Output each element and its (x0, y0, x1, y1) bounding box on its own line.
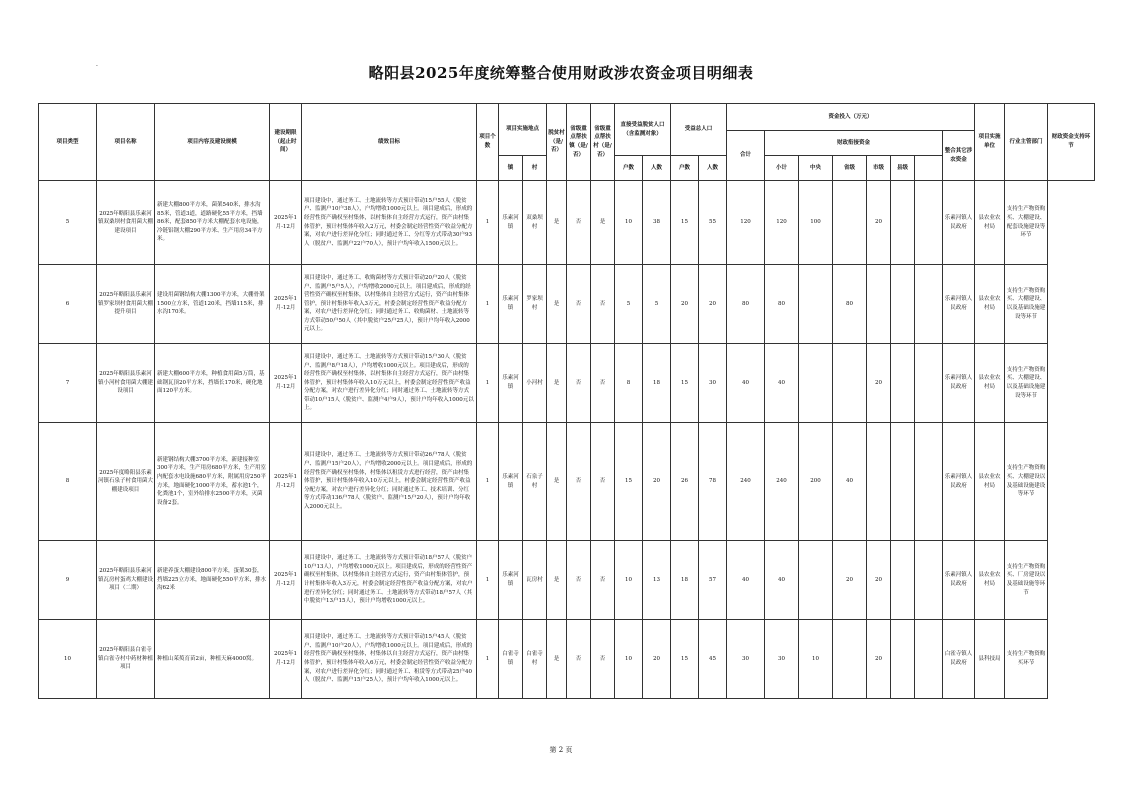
cell-content: 新建大棚600平方米，种植食用菌5万筒，基础钢瓦顶20平方米，挡墙长170米，硬化地面120平方米。 (155, 344, 270, 423)
cell-key-town: 否 (567, 265, 591, 344)
cell-central: 200 (799, 423, 833, 541)
cell-poor-village: 是 (547, 181, 567, 265)
cell-poor-village: 是 (547, 541, 567, 620)
cell-type: 6 (39, 265, 97, 344)
cell-village: 瓦房村 (523, 541, 547, 620)
corner-mark: · (96, 63, 98, 70)
cell-key-village: 否 (591, 265, 615, 344)
header-total-households: 户数 (671, 156, 699, 181)
header-other: 整合其它涉农资金 (943, 131, 975, 181)
cell-other (915, 181, 943, 265)
cell-subtotal: 40 (765, 344, 799, 423)
header-direct-benefit: 直接受益脱贫人口（含监测对象） (615, 104, 671, 156)
cell-dept: 县农业农村局 (975, 344, 1005, 423)
cell-poor-village: 是 (547, 344, 567, 423)
cell-total: 120 (727, 181, 765, 265)
cell-central: 10 (799, 620, 833, 699)
table-row (39, 541, 1095, 620)
cell-type: 10 (39, 620, 97, 699)
cell-subtotal: 120 (765, 181, 799, 265)
table-row (39, 423, 1095, 541)
cell-key-village: 是 (591, 181, 615, 265)
page-title: 略阳县2025年度统筹整合使用财政涉农资金项目明细表 (368, 64, 754, 82)
cell-unit: 乐素河镇人民政府 (943, 265, 975, 344)
cell-town: 乐素河镇 (499, 541, 523, 620)
cell-type: 7 (39, 344, 97, 423)
table-row (39, 344, 1095, 423)
cell-total-persons: 57 (699, 541, 727, 620)
cell-support: 支持生产物资购买、厂房建设以及基础设施等环节 (1005, 541, 1048, 620)
table-row (39, 620, 1095, 699)
cell-period: 2025年1月-12月 (270, 265, 302, 344)
cell-dept: 县农业农村局 (975, 423, 1005, 541)
cell-period: 2025年1月-12月 (270, 541, 302, 620)
cell-total-persons: 78 (699, 423, 727, 541)
header-count: 项目个数 (477, 104, 499, 181)
cell-village: 双桑坝村 (523, 181, 547, 265)
cell-city: 20 (867, 344, 891, 423)
cell-village: 白雀寺村 (523, 620, 547, 699)
cell-name: 2025年略阳县乐素河镇瓦房村蛋鸡大棚建设项目（二期） (97, 541, 155, 620)
cell-total-households: 18 (671, 541, 699, 620)
cell-count: 1 (477, 265, 499, 344)
cell-support: 支持生产物资购买、大棚建设、以及基础设施建设等环节 (1005, 265, 1048, 344)
cell-central: 100 (799, 181, 833, 265)
cell-subtotal: 80 (765, 265, 799, 344)
header-dept: 行业主管部门 (1005, 104, 1048, 181)
header-county: 县级 (891, 156, 915, 181)
cell-town: 白雀寺镇 (499, 620, 523, 699)
cell-city: 20 (867, 541, 891, 620)
cell-county (891, 181, 915, 265)
header-poor-village: 脱贫村（是/否） (547, 104, 567, 181)
cell-town: 乐素河镇 (499, 344, 523, 423)
cell-central (799, 344, 833, 423)
cell-key-village: 否 (591, 344, 615, 423)
cell-support: 支持生产物资购买环节 (1005, 620, 1048, 699)
header-fiscal: 财政衔接资金 (765, 131, 943, 156)
cell-other (915, 344, 943, 423)
cell-province: 20 (833, 541, 867, 620)
header-unit: 项目实施单位 (975, 104, 1005, 181)
cell-type: 5 (39, 181, 97, 265)
header-key-town: 省级重点帮扶镇（是/否） (567, 104, 591, 181)
header-total-persons: 人数 (699, 156, 727, 181)
cell-total-persons: 45 (699, 620, 727, 699)
cell-county (891, 620, 915, 699)
cell-count: 1 (477, 541, 499, 620)
cell-province (833, 181, 867, 265)
cell-key-town: 否 (567, 181, 591, 265)
cell-subtotal: 40 (765, 541, 799, 620)
cell-content: 建设用菌钢结构大棚1300平方米，大棚骨架1500立方米，管道120米，挡墙115米，排水沟170米。 (155, 265, 270, 344)
cell-key-town: 否 (567, 620, 591, 699)
cell-county (891, 265, 915, 344)
cell-unit: 乐素河镇人民政府 (943, 344, 975, 423)
cell-key-town: 否 (567, 541, 591, 620)
cell-content: 新建大棚800平方米，菌架540米，排水沟85米，管道3道，道路硬化55平方米，挡墙86米，配套850平方米大棚配套水电设施，冷链铝钢大棚290平方米、生产用房34平方米。 (155, 181, 270, 265)
cell-county (891, 423, 915, 541)
cell-direct-persons: 20 (643, 620, 671, 699)
cell-central (799, 541, 833, 620)
cell-unit: 乐素河镇人民政府 (943, 423, 975, 541)
cell-direct-households: 10 (615, 620, 643, 699)
project-table (38, 103, 1095, 699)
cell-direct-persons: 5 (643, 265, 671, 344)
cell-name: 2025年略阳县乐素河镇双桑坝村食用菌大棚建设项目 (97, 181, 155, 265)
cell-goal: 项目建设中，通过务工、土地流转等方式预计带动26户78人（脱贫户、监测户15户20人），户均增收2000元以上。项目建成后，形成的经营性资产确权至村集体，村集体以租赁方式进行经营，资产由村集体管护，预计村集体年收入10万元以上，村委会制定经营性资产收益分配方案，对农户进行差异化分红；同时通过务工、技术培训、分红等方式带动136户78人（脱贫户、监测户15户20人），预计户均年收入2000元以上。 (302, 423, 477, 541)
cell-count: 1 (477, 620, 499, 699)
cell-total: 80 (727, 265, 765, 344)
header-key-village: 省级重点帮扶村（是/否） (591, 104, 615, 181)
cell-period: 2025年1月-12月 (270, 620, 302, 699)
cell-period: 2025年1月-12月 (270, 181, 302, 265)
cell-direct-households: 10 (615, 541, 643, 620)
header-direct-households: 户数 (615, 156, 643, 181)
header-central: 中央 (799, 156, 833, 181)
cell-direct-persons: 13 (643, 541, 671, 620)
cell-content: 新建钢结构大棚3700平方米，新建接种室300平方米，生产用房680平方米，生产用室内配套水电设施680平方米，附属用房250平方米，地面硬化1000平方米，蓄水池1个，化粪池1个，室外给排水2500平方米，灭菌设备2套。 (155, 423, 270, 541)
cell-goal: 项目建设中，通过务工、土地流转等方式预计带动15户45人（脱贫户、监测户10户20人），户均增收1000元以上。项目建成后，形成的经营性资产确权至村集体，村集体以自主经营方式运行，资产由村集体管护，预计村集体年收入6万元，村委会制定经营性资产收益分配方案，对农户进行差异化分红；同时通过务工、租赁等方式带动25户40人（脱贫户、监测户15户25人），预计户均年收入1000元以上。 (302, 620, 477, 699)
header-project-name: 项目名称 (97, 104, 155, 181)
cell-goal: 项目建设中，通过务工、土地流转等方式预计带动18户57人（脱贫户10户13人），户均增收1000元以上。项目建成后，形成的经营性资产确权至村集体，以村集体自主经营方式运行，资产由村集体管护，预计村集体年收入3万元，村委会制定经营性资产收益分配方案，对农户进行差异化分红；同时通过务工、土地流转等方式带动18户57人（其中脱贫户13户15人），预计户均增收1000元以上。 (302, 541, 477, 620)
cell-province (833, 344, 867, 423)
cell-town: 乐素河镇 (499, 423, 523, 541)
cell-count: 1 (477, 181, 499, 265)
cell-name: 2025年略阳县乐素河镇罗家坝村食用菌大棚提升项目 (97, 265, 155, 344)
cell-direct-households: 5 (615, 265, 643, 344)
cell-count: 1 (477, 344, 499, 423)
cell-town: 乐素河镇 (499, 181, 523, 265)
cell-total-persons: 55 (699, 181, 727, 265)
cell-city: 20 (867, 620, 891, 699)
cell-goal: 项目建设中，通过务工、土地流转等方式预计带动15户55人（脱贫户、监测户10户38人），户均增收1000元以上。项目建成后，形成的经营性资产确权至村集体，以村集体自主经营方式运行，资产由村集体管护，预计村集体年收入2万元，村委会制定经营性资产收益分配方案，对农户进行差异化分红；同时通过务工、分红等方式带动30户93人（脱贫户、监测户22户70人），预计户均年收入1500元以上。 (302, 181, 477, 265)
cell-village: 小河村 (523, 344, 547, 423)
cell-total: 240 (727, 423, 765, 541)
cell-city (867, 423, 891, 541)
cell-goal: 项目建设中，通过务工、收购菌材等方式预计带动20户20人（脱贫户、监测户5户5人），户均增收2000元以上。项目建成后，形成的经营性资产确权至村集体，以村集体自主经营方式运行，资产由村集体管护，预计村集体年收入3万元，村委会制定经营性资产收益分配方案，对农户进行差异化分红；同时通过务工、收购菌材、土地流转等方式带动50户50人（其中脱贫户25户25人），预计户均年收入2000元以上。 (302, 265, 477, 344)
cell-city: 20 (867, 181, 891, 265)
header-city: 市级 (867, 156, 891, 181)
cell-subtotal: 30 (765, 620, 799, 699)
header-total: 合计 (727, 131, 765, 181)
header-period: 建设期限（起止时间） (270, 104, 302, 181)
cell-dept: 县农业农村局 (975, 265, 1005, 344)
cell-total-households: 15 (671, 344, 699, 423)
cell-name: 2025年略阳县乐素河镇小河村食用菌大棚建设项目 (97, 344, 155, 423)
cell-central (799, 265, 833, 344)
cell-direct-households: 15 (615, 423, 643, 541)
cell-count: 1 (477, 423, 499, 541)
cell-county (891, 541, 915, 620)
cell-province: 40 (833, 423, 867, 541)
header-village: 村 (523, 156, 547, 181)
cell-support: 支持生产物资购买、大棚建设、以及基础设施建设等环节 (1005, 344, 1048, 423)
cell-total: 40 (727, 541, 765, 620)
cell-total-persons: 30 (699, 344, 727, 423)
header-subtotal: 小计 (765, 156, 799, 181)
cell-support: 支持生产物资购买、大棚建设以及基础设施建设等环节 (1005, 423, 1048, 541)
cell-key-town: 否 (567, 423, 591, 541)
cell-other (915, 620, 943, 699)
cell-total-persons: 20 (699, 265, 727, 344)
cell-other (915, 265, 943, 344)
cell-key-village: 否 (591, 423, 615, 541)
cell-key-town: 否 (567, 344, 591, 423)
cell-dept: 县农业农村局 (975, 181, 1005, 265)
header-support: 财政资金支持环节 (1048, 104, 1095, 181)
header-location: 项目实施地点 (499, 104, 547, 156)
cell-total-households: 15 (671, 181, 699, 265)
cell-direct-persons: 20 (643, 423, 671, 541)
cell-county (891, 344, 915, 423)
cell-key-village: 否 (591, 620, 615, 699)
cell-name: 2025年略阳县白雀寺镇白雀寺村中药材种植项目 (97, 620, 155, 699)
cell-village: 石泉子村 (523, 423, 547, 541)
cell-total-households: 26 (671, 423, 699, 541)
cell-content: 种植山茱萸育苗2亩，种植天麻4000窝。 (155, 620, 270, 699)
cell-subtotal: 240 (765, 423, 799, 541)
cell-city (867, 265, 891, 344)
table-row (39, 265, 1095, 344)
cell-content: 新建养蛋大棚建设800平方米，蛋架30套，挡墙225立方米，地面硬化550平方米，排水沟62米 (155, 541, 270, 620)
cell-total: 30 (727, 620, 765, 699)
cell-type: 9 (39, 541, 97, 620)
cell-province: 80 (833, 265, 867, 344)
cell-unit: 乐素河镇人民政府 (943, 181, 975, 265)
page-number: 第 2 页 (549, 746, 573, 754)
cell-total: 40 (727, 344, 765, 423)
header-content: 项目内容及建设规模 (155, 104, 270, 181)
cell-poor-village: 是 (547, 265, 567, 344)
header-province: 省级 (833, 156, 867, 181)
cell-goal: 项目建设中，通过务工、土地流转等方式预计带动15户30人（脱贫户、监测户8户18人），户均增收1000元以上。项目建成后，形成的经营性资产确权至村集体，以村集体自主经营方式运行，资产由村集体管护，预计村集体年收入10万元以上，村委会制定经营性资产收益分配方案，对农户进行差异化分红；同时通过务工、土地流转等方式带动10户15人（脱贫户、监测户4户9人），预计户均年收入1000元以上。 (302, 344, 477, 423)
cell-total-households: 20 (671, 265, 699, 344)
cell-poor-village: 是 (547, 423, 567, 541)
cell-town: 乐素河镇 (499, 265, 523, 344)
cell-village: 罗家坝村 (523, 265, 547, 344)
cell-dept: 县科技局 (975, 620, 1005, 699)
cell-direct-persons: 38 (643, 181, 671, 265)
header-goal: 绩效目标 (302, 104, 477, 181)
cell-period: 2025年1月-12月 (270, 344, 302, 423)
cell-type: 8 (39, 423, 97, 541)
header-funds: 资金投入（万元） (727, 104, 975, 131)
cell-unit: 乐素河镇人民政府 (943, 541, 975, 620)
header-direct-persons: 人数 (643, 156, 671, 181)
header-total-benefit: 受益总人口 (671, 104, 727, 156)
cell-support: 支持生产物资购买、大棚建设、配套设施建设等环节 (1005, 181, 1048, 265)
cell-dept: 县农业农村局 (975, 541, 1005, 620)
cell-province (833, 620, 867, 699)
cell-name: 2025年度略阳县乐素河镇石泉子村食用菌大棚建设项目 (97, 423, 155, 541)
cell-direct-persons: 18 (643, 344, 671, 423)
cell-other (915, 541, 943, 620)
cell-key-village: 否 (591, 541, 615, 620)
cell-other (915, 423, 943, 541)
cell-direct-households: 8 (615, 344, 643, 423)
cell-unit: 白雀寺镇人民政府 (943, 620, 975, 699)
table-row (39, 181, 1095, 265)
cell-direct-households: 10 (615, 181, 643, 265)
cell-poor-village: 是 (547, 620, 567, 699)
cell-total-households: 15 (671, 620, 699, 699)
header-project-type: 项目类型 (39, 104, 97, 181)
cell-period: 2025年1月-12月 (270, 423, 302, 541)
header-town: 镇 (499, 156, 523, 181)
